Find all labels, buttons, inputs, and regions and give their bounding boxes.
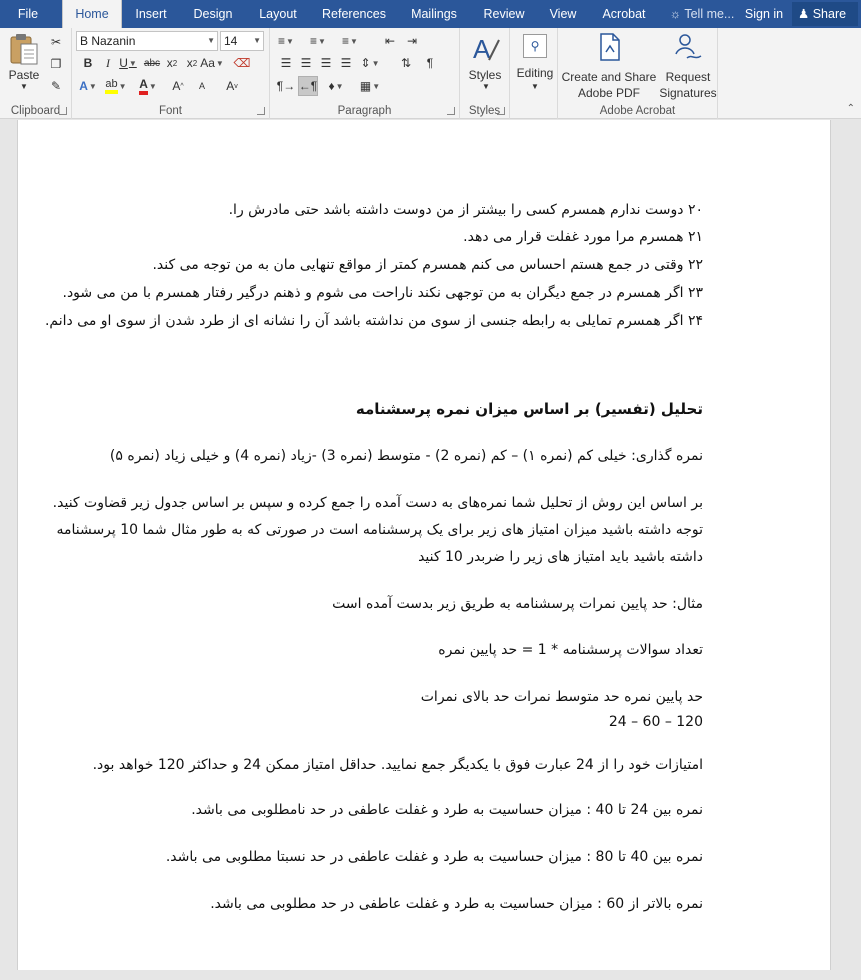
font-size-value: 14 <box>224 34 238 48</box>
paragraph-launcher-icon[interactable] <box>447 107 455 115</box>
paragraph-group-label: Paragraph <box>337 105 392 117</box>
summary-line: امتیازات خود را از 24 عبارت فوق با یکدیگر جمع نمایید. حداقل امتیاز ممکن 24 و حداکثر 120 خواهد بود. <box>92 757 703 773</box>
align-left-icon[interactable]: ☰ <box>280 56 292 70</box>
chevron-down-icon: ▼ <box>482 82 490 91</box>
create-pdf-icon <box>596 32 624 62</box>
chevron-down-icon: ▼ <box>531 82 539 91</box>
para1-line-2: توجه داشته باشید میزان امتیاز های زیر برای یک پرسشنامه است در صورتی که به طور مثال شما 10 پرسشنامه <box>56 522 703 538</box>
doc-line-22: ۲۲ وقتی در جمع هستم احساس می کنم همسرم کمتر از مواقع تنهایی مان به من توجه می کند. <box>152 257 703 273</box>
result-line-1: نمره بین 24 تا 40 : میزان حساسیت به طرد و غفلت عاطفی در حد نامطلوبی می باشد. <box>191 802 703 818</box>
rtl-direction-icon[interactable]: ←¶ <box>298 76 318 96</box>
font-group-label: Font <box>158 105 182 117</box>
tab-file[interactable]: File <box>17 7 39 21</box>
clipboard-group <box>0 28 72 119</box>
sort-icon[interactable]: ⇅ <box>400 56 412 70</box>
styles-label: Styles <box>468 68 502 82</box>
result-line-3: نمره بالاتر از 60 : میزان حساسیت به طرد و غفلت عاطفی در حد مطلوبی می باشد. <box>210 896 703 912</box>
para1-line-3: داشته باشید باید امتیاز های زیر را ضربدر 10 کنید <box>418 549 703 565</box>
font-launcher-icon[interactable] <box>257 107 265 115</box>
show-marks-icon[interactable]: ¶ <box>426 56 434 70</box>
create-share-label-1: Create and Share <box>561 70 657 84</box>
person-icon: ♟ <box>798 7 810 21</box>
lightbulb-icon: ☼ <box>669 7 682 21</box>
increase-indent-icon[interactable]: ⇥ <box>406 34 418 48</box>
doc-line-20: ۲۰ دوست ندارم همسرم کسی را بیشتر از من دوست داشته باشد حتی مادرش را. <box>228 202 703 218</box>
styles-group <box>460 28 510 119</box>
paste-button[interactable] <box>6 32 42 94</box>
styles-button[interactable] <box>466 32 504 94</box>
formula-line: تعداد سوالات پرسشنامه * 1 = حد پایین نمره <box>438 642 703 658</box>
font-name-combo[interactable] <box>76 31 218 51</box>
svg-text:A: A <box>473 34 491 64</box>
paste-icon <box>8 32 40 66</box>
acrobat-group-label: Adobe Acrobat <box>599 105 676 117</box>
tab-view[interactable]: View <box>549 7 577 21</box>
ribbon <box>0 28 861 119</box>
styles-icon <box>469 32 501 64</box>
tab-insert[interactable]: Insert <box>135 7 167 21</box>
clipboard-group-label: Clipboard <box>10 105 61 117</box>
tab-mailings[interactable]: Mailings <box>411 7 457 21</box>
search-icon: ⚲ <box>523 34 547 58</box>
doc-line-21: ۲۱ همسرم مرا مورد غفلت قرار می دهد. <box>463 229 703 245</box>
tab-acrobat[interactable]: Acrobat <box>602 7 646 21</box>
paste-label: Paste <box>8 68 40 82</box>
justify-icon[interactable]: ☰ <box>340 56 352 70</box>
align-right-icon[interactable]: ☰ <box>320 56 332 70</box>
ranges-values-line: 24 – 60 – 120 <box>608 714 703 730</box>
clipboard-launcher-icon[interactable] <box>59 107 67 115</box>
italic-icon[interactable]: I <box>106 55 110 70</box>
create-share-pdf-button[interactable] <box>560 32 658 98</box>
subscript-icon[interactable]: x 2 <box>166 56 178 70</box>
font-group <box>72 28 270 119</box>
bullets-icon[interactable]: ≡ ▼ <box>278 34 294 48</box>
grow-font-icon[interactable]: A ^ <box>172 79 184 93</box>
sign-in-link[interactable]: Sign in <box>744 7 784 21</box>
doc-line-24: ۲۴ اگر همسرم تمایلی به رابطه جنسی از سوی من نداشته باشد آن را نشانه ای از طرد شدن از سوی او می دانم. <box>44 313 703 329</box>
collapse-ribbon-icon[interactable]: ⌃ <box>846 103 855 114</box>
para1-line-1: بر اساس این روش از تحلیل شما نمره‌های به دست آمده را جمع کرده و سپس بر اساس جدول زیر قضاوت کنید. <box>52 495 703 511</box>
font-size-combo[interactable] <box>220 31 264 51</box>
styles-group-label: Styles <box>468 105 501 117</box>
ranges-heading-line: حد پایین نمره حد متوسط نمرات حد بالای نمرات <box>420 689 703 705</box>
editing-group <box>510 28 558 119</box>
tell-me-label: Tell me... <box>684 7 735 21</box>
doc-line-23: ۲۳ اگر همسرم در جمع دیگران به من توجهی نکند ناراحت می شوم و ذهنم درگیر رفتار همسرم با من می شود. <box>62 285 703 301</box>
text-effects-icon[interactable]: A ▼ <box>79 79 97 93</box>
align-center-icon[interactable]: ☰ <box>300 56 312 70</box>
analysis-heading: تحلیل (تفسیر) بر اساس میزان نمره پرسشنامه <box>355 400 703 418</box>
tell-me-box[interactable] <box>664 0 740 28</box>
share-label: Share <box>812 7 847 21</box>
paragraph-group <box>270 28 460 119</box>
underline-icon[interactable]: U ▼ <box>119 56 137 70</box>
ltr-direction-icon[interactable]: ¶→ <box>276 79 296 93</box>
font-name-value: B Nazanin <box>80 34 136 48</box>
result-line-2: نمره بین 40 تا 80 : میزان حساسیت به طرد و غفلت عاطفی در حد نسبتا مطلوبی می باشد. <box>165 849 703 865</box>
clear-formatting-icon[interactable]: ⌫ <box>233 56 251 70</box>
line-spacing-icon[interactable]: ⇕ ▼ <box>360 56 380 70</box>
signature-icon <box>673 32 703 62</box>
chevron-down-icon: ▼ <box>253 36 261 45</box>
example-line: مثال: حد پایین نمرات پرسشنامه به طریق زیر بدست آمده است <box>332 596 703 612</box>
request-label-1: Request <box>665 70 711 84</box>
chevron-down-icon: ▼ <box>207 36 215 45</box>
tab-references[interactable]: References <box>322 7 386 21</box>
request-signatures-button[interactable] <box>658 32 718 98</box>
editing-label: Editing <box>516 66 554 80</box>
shading-icon[interactable]: ♦ ▼ <box>328 79 344 93</box>
tab-design[interactable]: Design <box>193 7 233 21</box>
tab-review[interactable]: Review <box>483 7 525 21</box>
share-button[interactable] <box>792 2 858 26</box>
font-size-grow-shrink-icon[interactable]: A <box>198 81 205 91</box>
bold-icon[interactable]: B <box>83 56 93 70</box>
ribbon-tab-bar <box>0 0 861 28</box>
tab-home[interactable]: Home <box>62 0 122 28</box>
change-case-icon[interactable]: Aa ▼ <box>200 56 224 70</box>
copy-icon[interactable]: ❐ <box>50 57 62 71</box>
document-page[interactable] <box>17 120 831 970</box>
superscript-icon[interactable]: x 2 <box>186 56 198 70</box>
tab-layout[interactable]: Layout <box>259 7 297 21</box>
multilevel-list-icon[interactable]: ≡ ▼ <box>342 34 358 48</box>
paste-dropdown-icon: ▼ <box>20 82 28 91</box>
styles-launcher-icon[interactable] <box>497 107 505 115</box>
adobe-acrobat-group <box>558 28 718 119</box>
strikethrough-icon[interactable]: abc <box>143 57 161 69</box>
document-area <box>0 120 861 980</box>
numbering-icon[interactable]: ≡ ▼ <box>310 34 326 48</box>
font-color-icon[interactable]: A ▼ <box>138 76 158 96</box>
create-share-label-2: Adobe PDF <box>577 86 641 100</box>
shrink-font-icon[interactable]: A v <box>226 79 238 93</box>
format-painter-icon[interactable]: ✎ <box>50 79 62 93</box>
cut-icon[interactable]: ✂ <box>50 35 62 49</box>
decrease-indent-icon[interactable]: ⇤ <box>384 34 396 48</box>
highlight-icon[interactable]: ab ▼ <box>106 76 126 96</box>
editing-button[interactable] <box>514 32 556 94</box>
vertical-scrollbar[interactable] <box>844 120 861 980</box>
borders-icon[interactable]: ▦ ▼ <box>359 79 381 93</box>
request-label-2: Signatures <box>659 86 717 100</box>
scoring-line: نمره گذاری: خیلی کم (نمره ۱) – کم (نمره 2) - متوسط (نمره 3) -زیاد (نمره 4) و خیلی زیاد (نمره ۵) <box>109 448 703 464</box>
